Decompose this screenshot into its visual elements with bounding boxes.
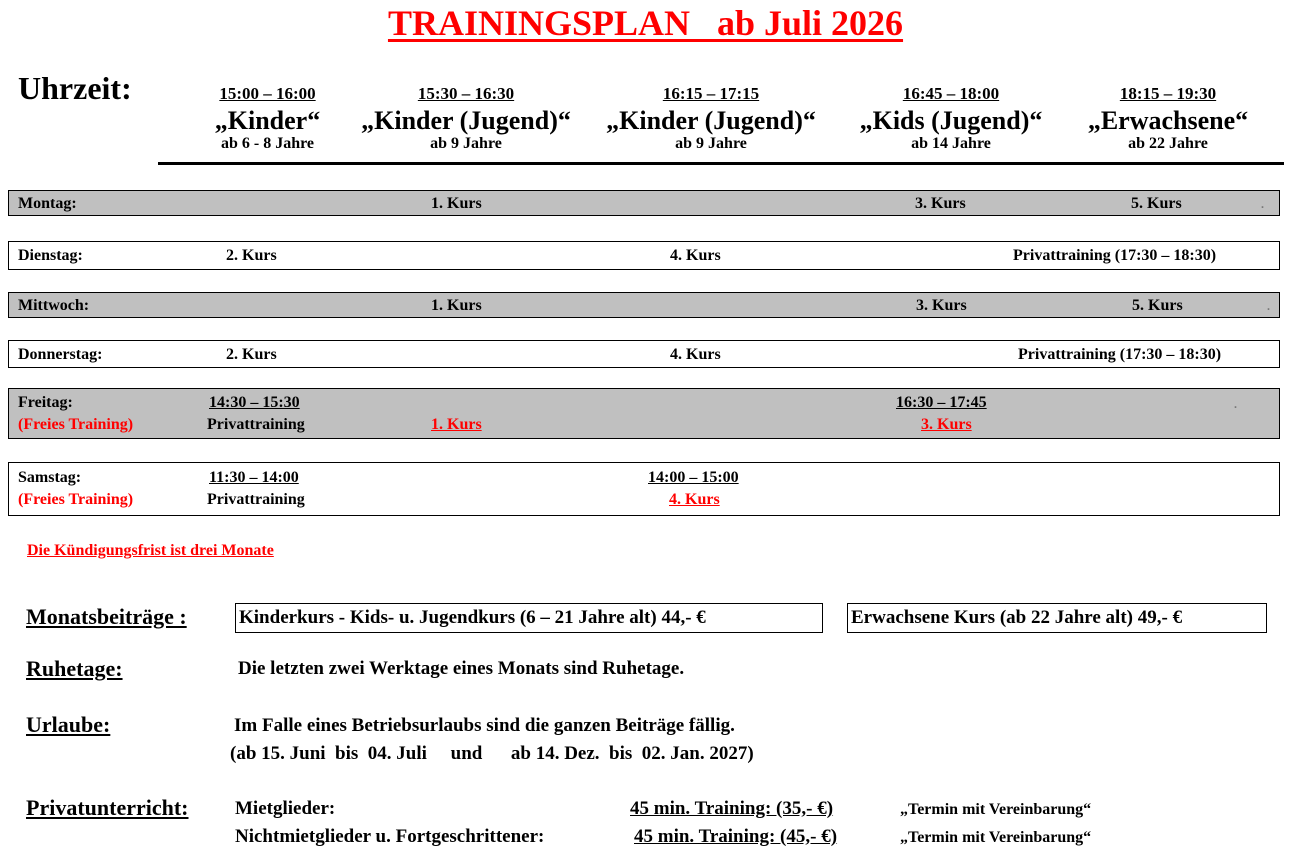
monatsbeitraege-label: Monatsbeiträge : xyxy=(26,604,187,629)
column-age: ab 6 - 8 Jahre xyxy=(220,135,315,152)
urlaube-text-line1: Im Falle eines Betriebsurlaubs sind die ganzen Beiträge fällig. xyxy=(234,715,735,736)
privat-note: „Termin mit Vereinbarung“ xyxy=(900,801,1092,818)
column-age: ab 9 Jahre xyxy=(675,135,747,152)
time-cell: 14:30 – 15:30 xyxy=(209,394,300,411)
kuendigungsfrist-notice: Die Kündigungsfrist ist drei Monate xyxy=(27,542,274,559)
time-cell: 14:00 – 15:00 xyxy=(648,469,739,486)
uhrzeit-label: Uhrzeit: xyxy=(18,70,132,106)
column-time: 16:45 – 18:00 xyxy=(902,84,1000,103)
column-age: ab 22 Jahre xyxy=(1128,135,1208,152)
page-title: TRAININGSPLAN ab Juli 2026 xyxy=(387,3,904,43)
row-dienstag xyxy=(8,241,1280,270)
kurs-cell: 5. Kurs xyxy=(1132,297,1183,314)
column-name: „Kinder (Jugend)“ xyxy=(606,106,816,135)
column-header-erwachsene xyxy=(1070,84,1266,152)
ruhetage-text: Die letzten zwei Werktage eines Monats sind Ruhetage. xyxy=(238,658,685,679)
dot-mark: . xyxy=(1234,397,1237,411)
dot-mark: . xyxy=(1267,299,1270,313)
day-label: Dienstag: xyxy=(18,247,83,264)
kurs-cell: 2. Kurs xyxy=(226,247,277,264)
privat-note: „Termin mit Vereinbarung“ xyxy=(900,829,1092,846)
column-age: ab 14 Jahre xyxy=(911,135,991,152)
kurs-cell: 4. Kurs xyxy=(670,247,721,264)
column-name: „Kinder (Jugend)“ xyxy=(361,106,571,135)
time-cell: 11:30 – 14:00 xyxy=(209,469,299,486)
header-divider xyxy=(158,162,1284,165)
column-header-kids-jugend xyxy=(840,84,1062,152)
privattraining-cell: Privattraining xyxy=(207,416,305,433)
dot-mark: . xyxy=(1261,197,1264,211)
kurs-cell: 3. Kurs xyxy=(916,297,967,314)
row-freitag xyxy=(8,388,1280,439)
ruhetage-label: Ruhetage: xyxy=(26,656,123,681)
day-label: Donnerstag: xyxy=(18,346,103,363)
column-time: 15:30 – 16:30 xyxy=(417,84,515,103)
freies-training-label: (Freies Training) xyxy=(18,416,134,433)
row-mittwoch xyxy=(8,292,1280,318)
kurs-cell: 4. Kurs xyxy=(669,491,720,508)
price-box-erwachsene: Erwachsene Kurs (ab 22 Jahre alt) 49,- € xyxy=(847,603,1267,633)
time-cell: 16:30 – 17:45 xyxy=(896,394,987,411)
kurs-cell: 1. Kurs xyxy=(431,416,482,433)
day-label: Freitag: xyxy=(18,394,73,411)
privat-price-mitglieder: 45 min. Training: (35,- €) xyxy=(630,798,834,819)
kurs-cell: 2. Kurs xyxy=(226,346,277,363)
kurs-cell: 1. Kurs xyxy=(431,195,482,212)
urlaube-text-line2: (ab 15. Juni bis 04. Juli und ab 14. Dez. bis 02. Jan. 2027) xyxy=(230,743,754,764)
column-time: 16:15 – 17:15 xyxy=(662,84,760,103)
column-time: 18:15 – 19:30 xyxy=(1119,84,1217,103)
urlaube-label: Urlaube: xyxy=(26,712,111,737)
privattraining-cell: Privattraining (17:30 – 18:30) xyxy=(1018,346,1222,363)
privat-price-nichtmitglieder: 45 min. Training: (45,- €) xyxy=(634,826,838,847)
privatunterricht-label: Privatunterricht: xyxy=(26,795,189,820)
column-time: 15:00 – 16:00 xyxy=(219,84,316,103)
kurs-cell: 1. Kurs xyxy=(431,297,482,314)
kurs-cell: 5. Kurs xyxy=(1131,195,1182,212)
column-name: „Erwachsene“ xyxy=(1087,106,1249,135)
freies-training-label: (Freies Training) xyxy=(18,491,134,508)
privattraining-cell: Privattraining xyxy=(207,491,305,508)
row-samstag xyxy=(8,462,1280,516)
column-header-kinder-jugend-2 xyxy=(591,84,831,152)
kurs-cell: 4. Kurs xyxy=(670,346,721,363)
privat-who-mitglieder: Mietglieder: xyxy=(235,798,336,819)
kurs-cell: 3. Kurs xyxy=(921,416,972,433)
row-donnerstag xyxy=(8,340,1280,368)
column-age: ab 9 Jahre xyxy=(430,135,502,152)
kurs-cell: 3. Kurs xyxy=(915,195,966,212)
column-name: „Kinder“ xyxy=(214,106,321,135)
column-name: „Kids (Jugend)“ xyxy=(859,106,1043,135)
row-montag xyxy=(8,190,1280,216)
column-header-kinder xyxy=(185,84,350,152)
privattraining-cell: Privattraining (17:30 – 18:30) xyxy=(1013,247,1217,264)
column-header-kinder-jugend-1 xyxy=(345,84,587,152)
day-label: Montag: xyxy=(18,195,77,212)
day-label: Mittwoch: xyxy=(18,297,90,314)
day-label: Samstag: xyxy=(18,469,82,486)
privat-who-nichtmitglieder: Nichtmietglieder u. Fortgeschrittener: xyxy=(235,826,545,847)
price-box-kinder: Kinderkurs - Kids- u. Jugendkurs (6 – 21 Jahre alt) 44,- € xyxy=(235,603,823,633)
